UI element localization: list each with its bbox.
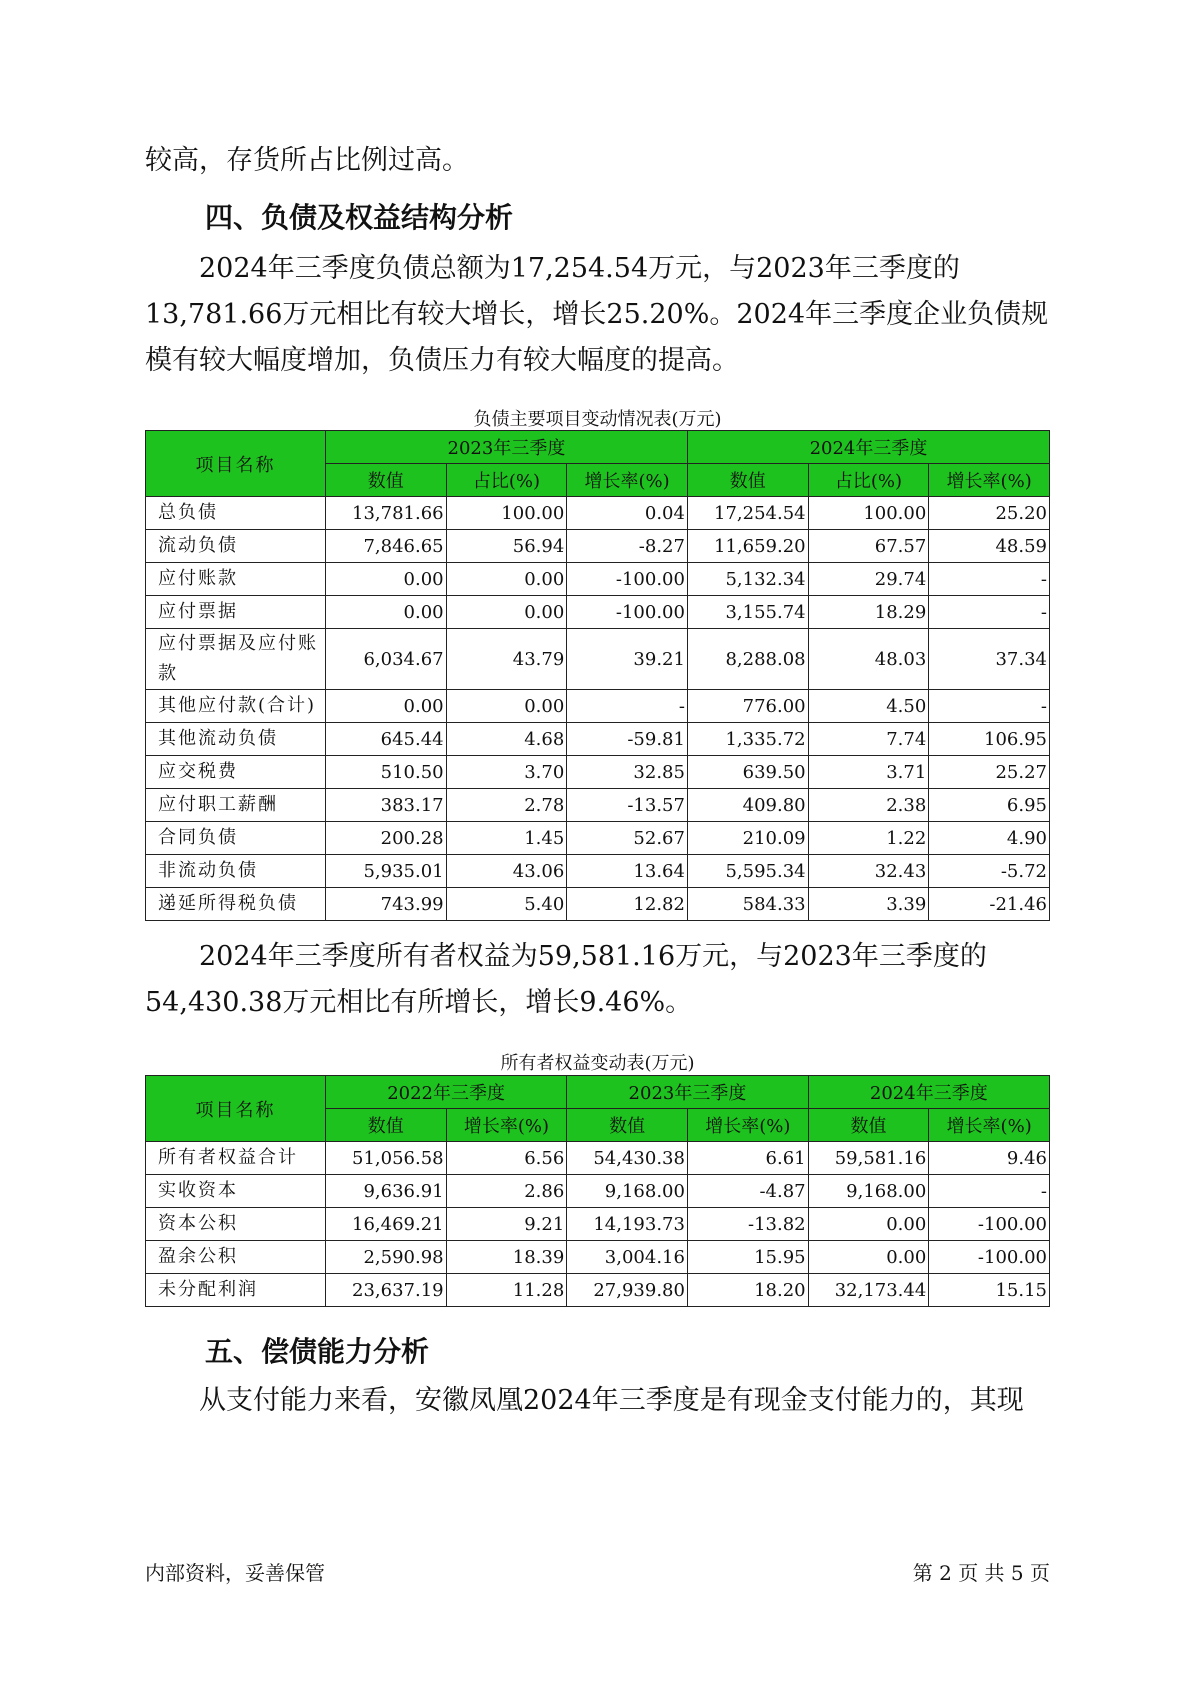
row-label: 资本公积 (146, 1208, 326, 1241)
row-label: 所有者权益合计 (146, 1142, 326, 1175)
table-cell: 2.86 (446, 1175, 567, 1208)
table-cell: 25.20 (929, 497, 1050, 530)
table1-sub-header: 增长率(%) (929, 464, 1050, 497)
table-cell: 7.74 (808, 723, 929, 756)
table-cell: 4.50 (808, 690, 929, 723)
table-cell: -100.00 (567, 596, 688, 629)
table-cell: 0.00 (446, 563, 567, 596)
table-cell: 32.85 (567, 756, 688, 789)
section-5-paragraph-text: 从支付能力来看，安徽凤凰2024年三季度是有现金支付能力的，其现 (199, 1385, 1024, 1416)
table-row (146, 1274, 1050, 1307)
table-cell: 18.29 (808, 596, 929, 629)
table-cell: 8,288.08 (687, 629, 808, 690)
table-cell: 100.00 (808, 497, 929, 530)
table-cell: 9.21 (446, 1208, 567, 1241)
table-cell: 2.38 (808, 789, 929, 822)
table-cell: 18.20 (687, 1274, 808, 1307)
table-cell: 4.90 (929, 822, 1050, 855)
table-cell: 56.94 (446, 530, 567, 563)
intro-fragment: 较高，存货所占比例过高。 (145, 145, 469, 176)
table2-sub-header: 增长率(%) (446, 1109, 567, 1142)
table-cell: -59.81 (567, 723, 688, 756)
table-cell: -100.00 (929, 1208, 1050, 1241)
table-cell: 645.44 (325, 723, 446, 756)
table-cell: 409.80 (687, 789, 808, 822)
section-5-paragraph (145, 1378, 1065, 1424)
table-cell: 2.78 (446, 789, 567, 822)
table-cell: 7,846.65 (325, 530, 446, 563)
table-cell: 0.04 (567, 497, 688, 530)
table-cell: 16,469.21 (325, 1208, 446, 1241)
table-cell: -13.57 (567, 789, 688, 822)
table-cell: 5,935.01 (325, 855, 446, 888)
table-cell: -21.46 (929, 888, 1050, 921)
table-cell: 11,659.20 (687, 530, 808, 563)
table-cell: 9.46 (929, 1142, 1050, 1175)
table-cell: 383.17 (325, 789, 446, 822)
table-cell: 5,132.34 (687, 563, 808, 596)
table-row (146, 723, 1050, 756)
table1-sub-header: 占比(%) (808, 464, 929, 497)
table-cell: -100.00 (929, 1241, 1050, 1274)
table-1-period-header: 2024年三季度 (687, 431, 1049, 464)
liabilities-table (145, 430, 1050, 921)
table-row (146, 1175, 1050, 1208)
table-cell: 25.27 (929, 756, 1050, 789)
table-row (146, 1241, 1050, 1274)
table-row (146, 789, 1050, 822)
table-cell: 0.00 (325, 563, 446, 596)
table-cell: 9,168.00 (808, 1175, 929, 1208)
equity-paragraph (145, 934, 1065, 1026)
table-cell: 100.00 (446, 497, 567, 530)
table-cell: 37.34 (929, 629, 1050, 690)
table-cell: 3.39 (808, 888, 929, 921)
table-row (146, 690, 1050, 723)
table-cell: -5.72 (929, 855, 1050, 888)
table-cell: 0.00 (446, 690, 567, 723)
footer-confidential-note: 内部资料，妥善保管 (145, 1561, 325, 1585)
table-cell: 17,254.54 (687, 497, 808, 530)
table-cell: 9,636.91 (325, 1175, 446, 1208)
row-label: 非流动负债 (146, 855, 326, 888)
table-row (146, 822, 1050, 855)
table-cell: 43.06 (446, 855, 567, 888)
table-cell: -100.00 (567, 563, 688, 596)
footer-page-number: 第 2 页 共 5 页 (912, 1561, 1050, 1585)
table1-sub-header: 数值 (687, 464, 808, 497)
table-cell: 0.00 (446, 596, 567, 629)
row-label: 总负债 (146, 497, 326, 530)
table-cell: 39.21 (567, 629, 688, 690)
table1-sub-header: 增长率(%) (567, 464, 688, 497)
row-label: 盈余公积 (146, 1241, 326, 1274)
table-cell: 639.50 (687, 756, 808, 789)
table-cell: 6.56 (446, 1142, 567, 1175)
table-1-row-header: 项目名称 (146, 431, 326, 497)
table2-sub-header: 数值 (325, 1109, 446, 1142)
table-cell: 3,004.16 (567, 1241, 688, 1274)
row-label: 流动负债 (146, 530, 326, 563)
table-cell: 5,595.34 (687, 855, 808, 888)
equity-table (145, 1075, 1050, 1307)
row-label: 应付职工薪酬 (146, 789, 326, 822)
table-cell: 1.45 (446, 822, 567, 855)
table-cell: 0.00 (808, 1241, 929, 1274)
table-cell: 23,637.19 (325, 1274, 446, 1307)
table-cell: - (929, 1175, 1050, 1208)
table-row (146, 497, 1050, 530)
table-cell: -13.82 (687, 1208, 808, 1241)
section-4-paragraph (145, 246, 1065, 384)
row-label: 合同负债 (146, 822, 326, 855)
table-cell: 14,193.73 (567, 1208, 688, 1241)
row-label: 其他应付款(合计) (146, 690, 326, 723)
table-cell: - (567, 690, 688, 723)
row-label: 应付票据及应付账款 (146, 629, 326, 690)
table-cell: 584.33 (687, 888, 808, 921)
table-cell: 48.59 (929, 530, 1050, 563)
table2-sub-header: 增长率(%) (929, 1109, 1050, 1142)
table2-sub-header: 数值 (808, 1109, 929, 1142)
section-4-paragraph-text: 2024年三季度负债总额为17,254.54万元，与2023年三季度的13,781.66万元相比有较大增长，增长25.20%。2024年三季度企业负债规模有较大幅度增加，负债压力有较大幅度的提高。 (145, 253, 1049, 376)
table-row (146, 1208, 1050, 1241)
table2-sub-header: 增长率(%) (687, 1109, 808, 1142)
table-cell: 106.95 (929, 723, 1050, 756)
table1-sub-header: 数值 (325, 464, 446, 497)
table-cell: 9,168.00 (567, 1175, 688, 1208)
table-cell: 15.15 (929, 1274, 1050, 1307)
table-cell: 12.82 (567, 888, 688, 921)
table-cell: - (929, 596, 1050, 629)
table-cell: 3.71 (808, 756, 929, 789)
table-cell: 27,939.80 (567, 1274, 688, 1307)
table-cell: 3.70 (446, 756, 567, 789)
row-label: 应付账款 (146, 563, 326, 596)
row-label: 未分配利润 (146, 1274, 326, 1307)
table-cell: 2,590.98 (325, 1241, 446, 1274)
row-label: 其他流动负债 (146, 723, 326, 756)
table-cell: - (929, 690, 1050, 723)
table-1-period-header: 2023年三季度 (325, 431, 687, 464)
table-cell: 743.99 (325, 888, 446, 921)
table-2-row-header: 项目名称 (146, 1076, 326, 1142)
table-cell: 4.68 (446, 723, 567, 756)
equity-paragraph-text: 2024年三季度所有者权益为59,581.16万元，与2023年三季度的54,430.38万元相比有所增长，增长9.46%。 (145, 941, 987, 1018)
table-cell: 3,155.74 (687, 596, 808, 629)
table-cell: 6.95 (929, 789, 1050, 822)
table-2-caption: 所有者权益变动表(万元) (500, 1053, 695, 1074)
table-cell: 48.03 (808, 629, 929, 690)
table-cell: 18.39 (446, 1241, 567, 1274)
table-1-caption: 负债主要项目变动情况表(万元) (473, 409, 722, 430)
table-cell: 11.28 (446, 1274, 567, 1307)
row-label: 应付票据 (146, 596, 326, 629)
table-cell: 0.00 (325, 690, 446, 723)
table-cell: 210.09 (687, 822, 808, 855)
table-row (146, 855, 1050, 888)
table-cell: 6,034.67 (325, 629, 446, 690)
table-cell: 59,581.16 (808, 1142, 929, 1175)
table-cell: 0.00 (808, 1208, 929, 1241)
row-label: 实收资本 (146, 1175, 326, 1208)
table-cell: -8.27 (567, 530, 688, 563)
table-cell: 51,056.58 (325, 1142, 446, 1175)
table-cell: 43.79 (446, 629, 567, 690)
table-2-period-header: 2022年三季度 (325, 1076, 566, 1109)
table-row (146, 629, 1050, 690)
section-5-heading: 五、偿债能力分析 (205, 1335, 430, 1368)
table-row (146, 596, 1050, 629)
table2-sub-header: 数值 (567, 1109, 688, 1142)
table-cell: 29.74 (808, 563, 929, 596)
table-row (146, 888, 1050, 921)
section-4-heading: 四、负债及权益结构分析 (205, 201, 514, 234)
table-cell: 15.95 (687, 1241, 808, 1274)
table-cell: 52.67 (567, 822, 688, 855)
table-cell: 776.00 (687, 690, 808, 723)
table-cell: 32.43 (808, 855, 929, 888)
table-cell: 32,173.44 (808, 1274, 929, 1307)
table1-sub-header: 占比(%) (446, 464, 567, 497)
table-cell: 6.61 (687, 1142, 808, 1175)
table-row (146, 1142, 1050, 1175)
table-2-period-header: 2024年三季度 (808, 1076, 1049, 1109)
table-cell: 200.28 (325, 822, 446, 855)
table-cell: -4.87 (687, 1175, 808, 1208)
table-cell: 67.57 (808, 530, 929, 563)
table-2-period-header: 2023年三季度 (567, 1076, 808, 1109)
table-cell: 510.50 (325, 756, 446, 789)
table-cell: 5.40 (446, 888, 567, 921)
table-cell: 1.22 (808, 822, 929, 855)
table-row (146, 756, 1050, 789)
table-cell: - (929, 563, 1050, 596)
table-cell: 13.64 (567, 855, 688, 888)
table-cell: 54,430.38 (567, 1142, 688, 1175)
row-label: 递延所得税负债 (146, 888, 326, 921)
table-row (146, 563, 1050, 596)
table-cell: 1,335.72 (687, 723, 808, 756)
table-cell: 13,781.66 (325, 497, 446, 530)
table-cell: 0.00 (325, 596, 446, 629)
row-label: 应交税费 (146, 756, 326, 789)
table-row (146, 530, 1050, 563)
